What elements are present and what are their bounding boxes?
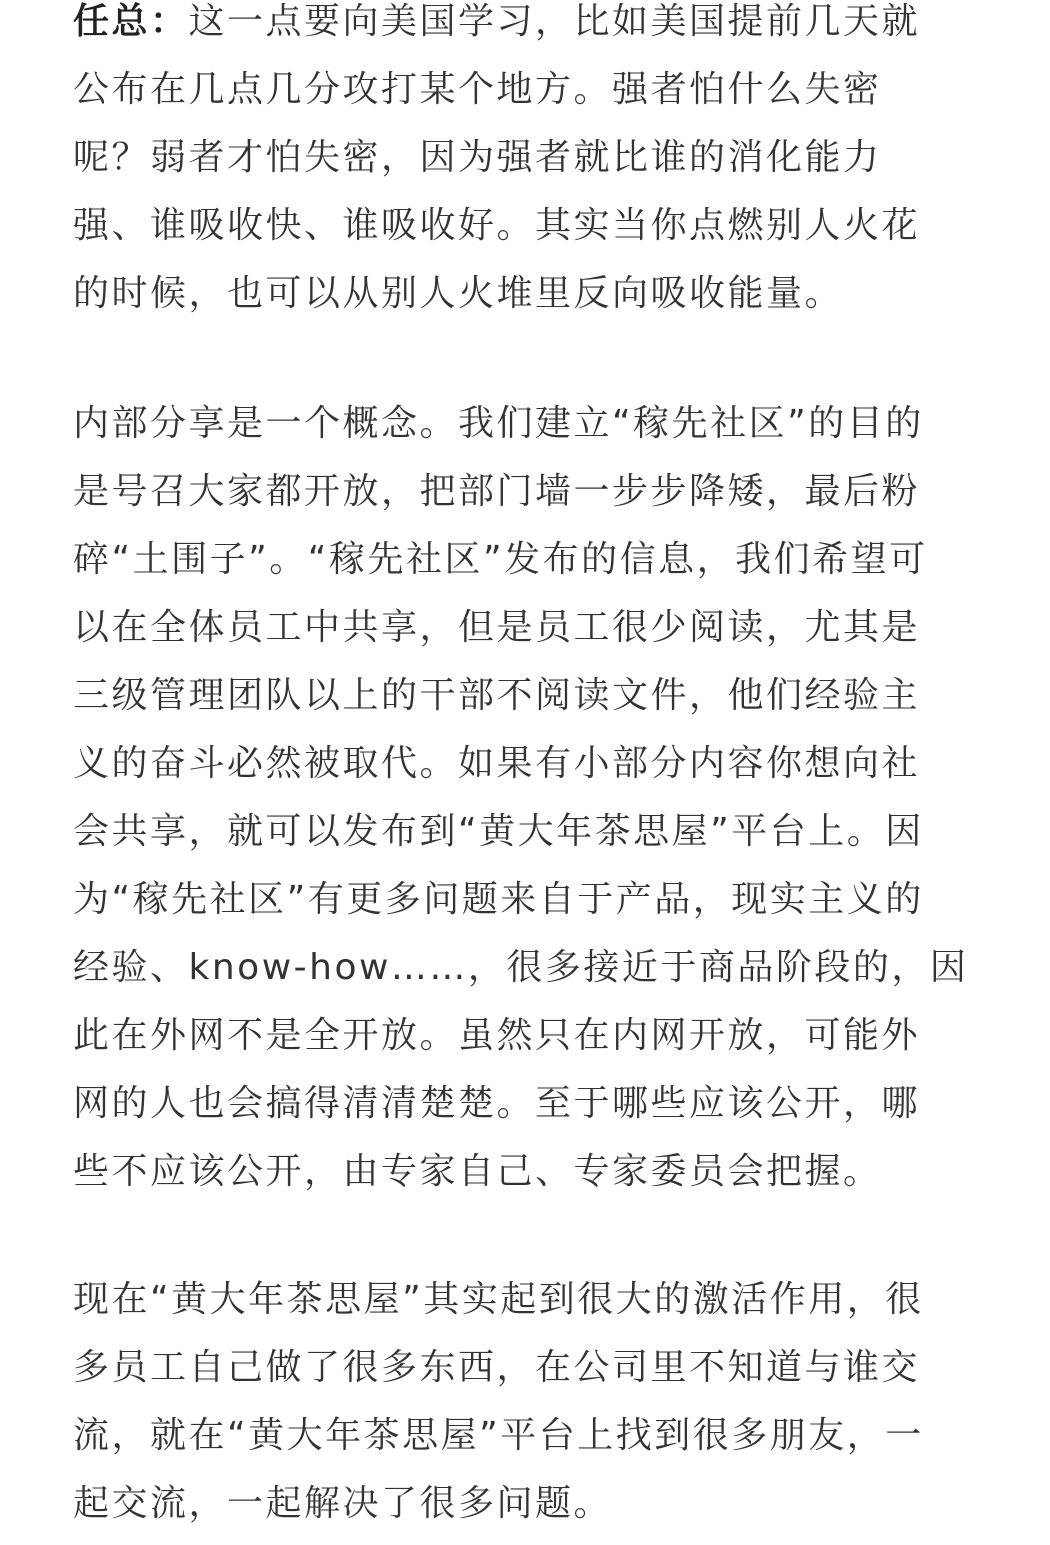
- paragraph-line: [73, 0, 920, 56]
- paragraph-line: 此在外网不是全开放。虽然只在内网开放，可能外: [73, 1015, 921, 1056]
- paragraph-line: 是号召大家都开放，把部门墙一步步降矮，最后粉: [73, 471, 921, 512]
- paragraph-line: 网的人也会搞得清清楚楚。至于哪些应该公开，哪: [73, 1083, 921, 1124]
- paragraph-line: 起交流，一起解决了很多问题。: [73, 1483, 613, 1524]
- paragraph-line: 强、谁吸收快、谁吸收好。其实当你点燃别人火花: [73, 205, 921, 246]
- paragraph-line: 为“稼先社区”有更多问题来自于产品，现实主义的: [73, 879, 924, 920]
- paragraph-line: 三级管理团队以上的干部不阅读文件，他们经验主: [73, 675, 921, 716]
- paragraph-line: 呢？弱者才怕失密，因为强者就比谁的消化能力: [73, 137, 882, 178]
- paragraph-line: 以在全体员工中共享，但是员工很少阅读，尤其是: [73, 607, 921, 648]
- paragraph-2: [73, 390, 968, 1206]
- paragraph-line: 会共享，就可以发布到“黄大年茶思屋”平台上。因: [73, 811, 924, 852]
- paragraph-line: 流，就在“黄大年茶思屋”平台上找到很多朋友，一: [73, 1415, 924, 1456]
- paragraph-line: 碎“土围子”。“稼先社区”发布的信息，我们希望可: [73, 539, 928, 580]
- paragraph-line: 现在“黄大年茶思屋”其实起到很大的激活作用，很: [73, 1279, 924, 1320]
- paragraph-line: 多员工自己做了很多东西，在公司里不知道与谁交: [73, 1347, 921, 1388]
- paragraph-line: 的时候，也可以从别人火堆里反向吸收能量。: [73, 273, 844, 314]
- paragraph-line: 经验、know-how……，很多接近于商品阶段的，因: [73, 947, 969, 988]
- line-text: 这一点要向美国学习，比如美国提前几天就: [188, 1, 921, 42]
- paragraph-line: 内部分享是一个概念。我们建立“稼先社区”的目的: [73, 403, 924, 444]
- paragraph-1: [73, 0, 920, 328]
- speaker-label: 任总：: [73, 1, 189, 42]
- paragraph-line: 义的奋斗必然被取代。如果有小部分内容你想向社: [73, 743, 921, 784]
- paragraph-line: 公布在几点几分攻打某个地方。强者怕什么失密: [73, 69, 882, 110]
- paragraph-line: 些不应该公开，由专家自己、专家委员会把握。: [73, 1151, 882, 1192]
- paragraph-3: [73, 1266, 924, 1538]
